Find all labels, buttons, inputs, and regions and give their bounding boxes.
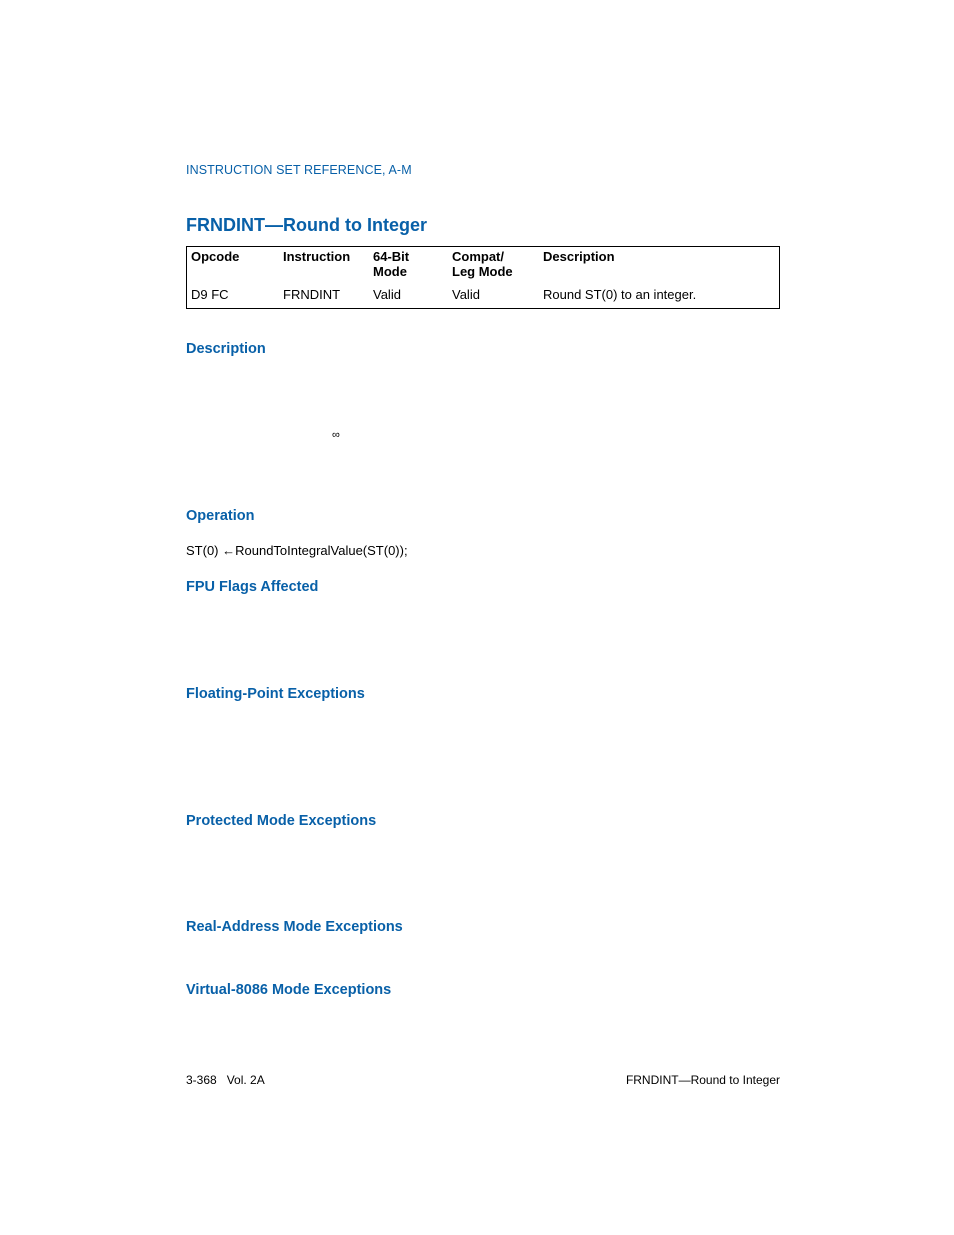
section-heading-description: Description	[186, 341, 266, 357]
table-cell-instruction: FRNDINT	[283, 287, 341, 302]
section-heading-virtual-8086-mode-exceptions: Virtual-8086 Mode Exceptions	[186, 982, 392, 998]
table-header-description: Description	[543, 249, 615, 264]
table-header-instruction: Instruction	[283, 249, 351, 264]
table-cell-opcode: D9 FC	[191, 287, 229, 302]
section-heading-real-address-mode-exceptions: Real-Address Mode Exceptions	[186, 919, 403, 935]
table-cell-description: Round ST(0) to an integer.	[543, 287, 697, 302]
table-cell-64bit-mode: Valid	[373, 287, 401, 302]
operation-code: ST(0) ←RoundToIntegralValue(ST(0));	[186, 543, 408, 558]
footer-section-title: FRNDINT—Round to Integer	[625, 1073, 780, 1087]
table-header-64bit-mode: 64-Bit Mode	[373, 249, 410, 279]
opcode-table	[186, 246, 780, 309]
table-header-compat-leg-mode: Compat/ Leg Mode	[452, 249, 513, 279]
table-cell-compat-leg-mode: Valid	[452, 287, 480, 302]
section-heading-fpu-flags: FPU Flags Affected	[186, 579, 319, 595]
running-head: INSTRUCTION SET REFERENCE, A-M	[186, 163, 412, 177]
section-heading-operation: Operation	[186, 508, 255, 524]
infinity-symbol: ∞	[332, 429, 340, 441]
footer-page-number: 3-368 Vol. 2A	[186, 1073, 265, 1087]
section-heading-floating-point-exceptions: Floating-Point Exceptions	[186, 686, 365, 702]
page-title: FRNDINT—Round to Integer	[186, 215, 427, 235]
table-header-opcode: Opcode	[191, 249, 240, 264]
section-heading-protected-mode-exceptions: Protected Mode Exceptions	[186, 813, 377, 829]
